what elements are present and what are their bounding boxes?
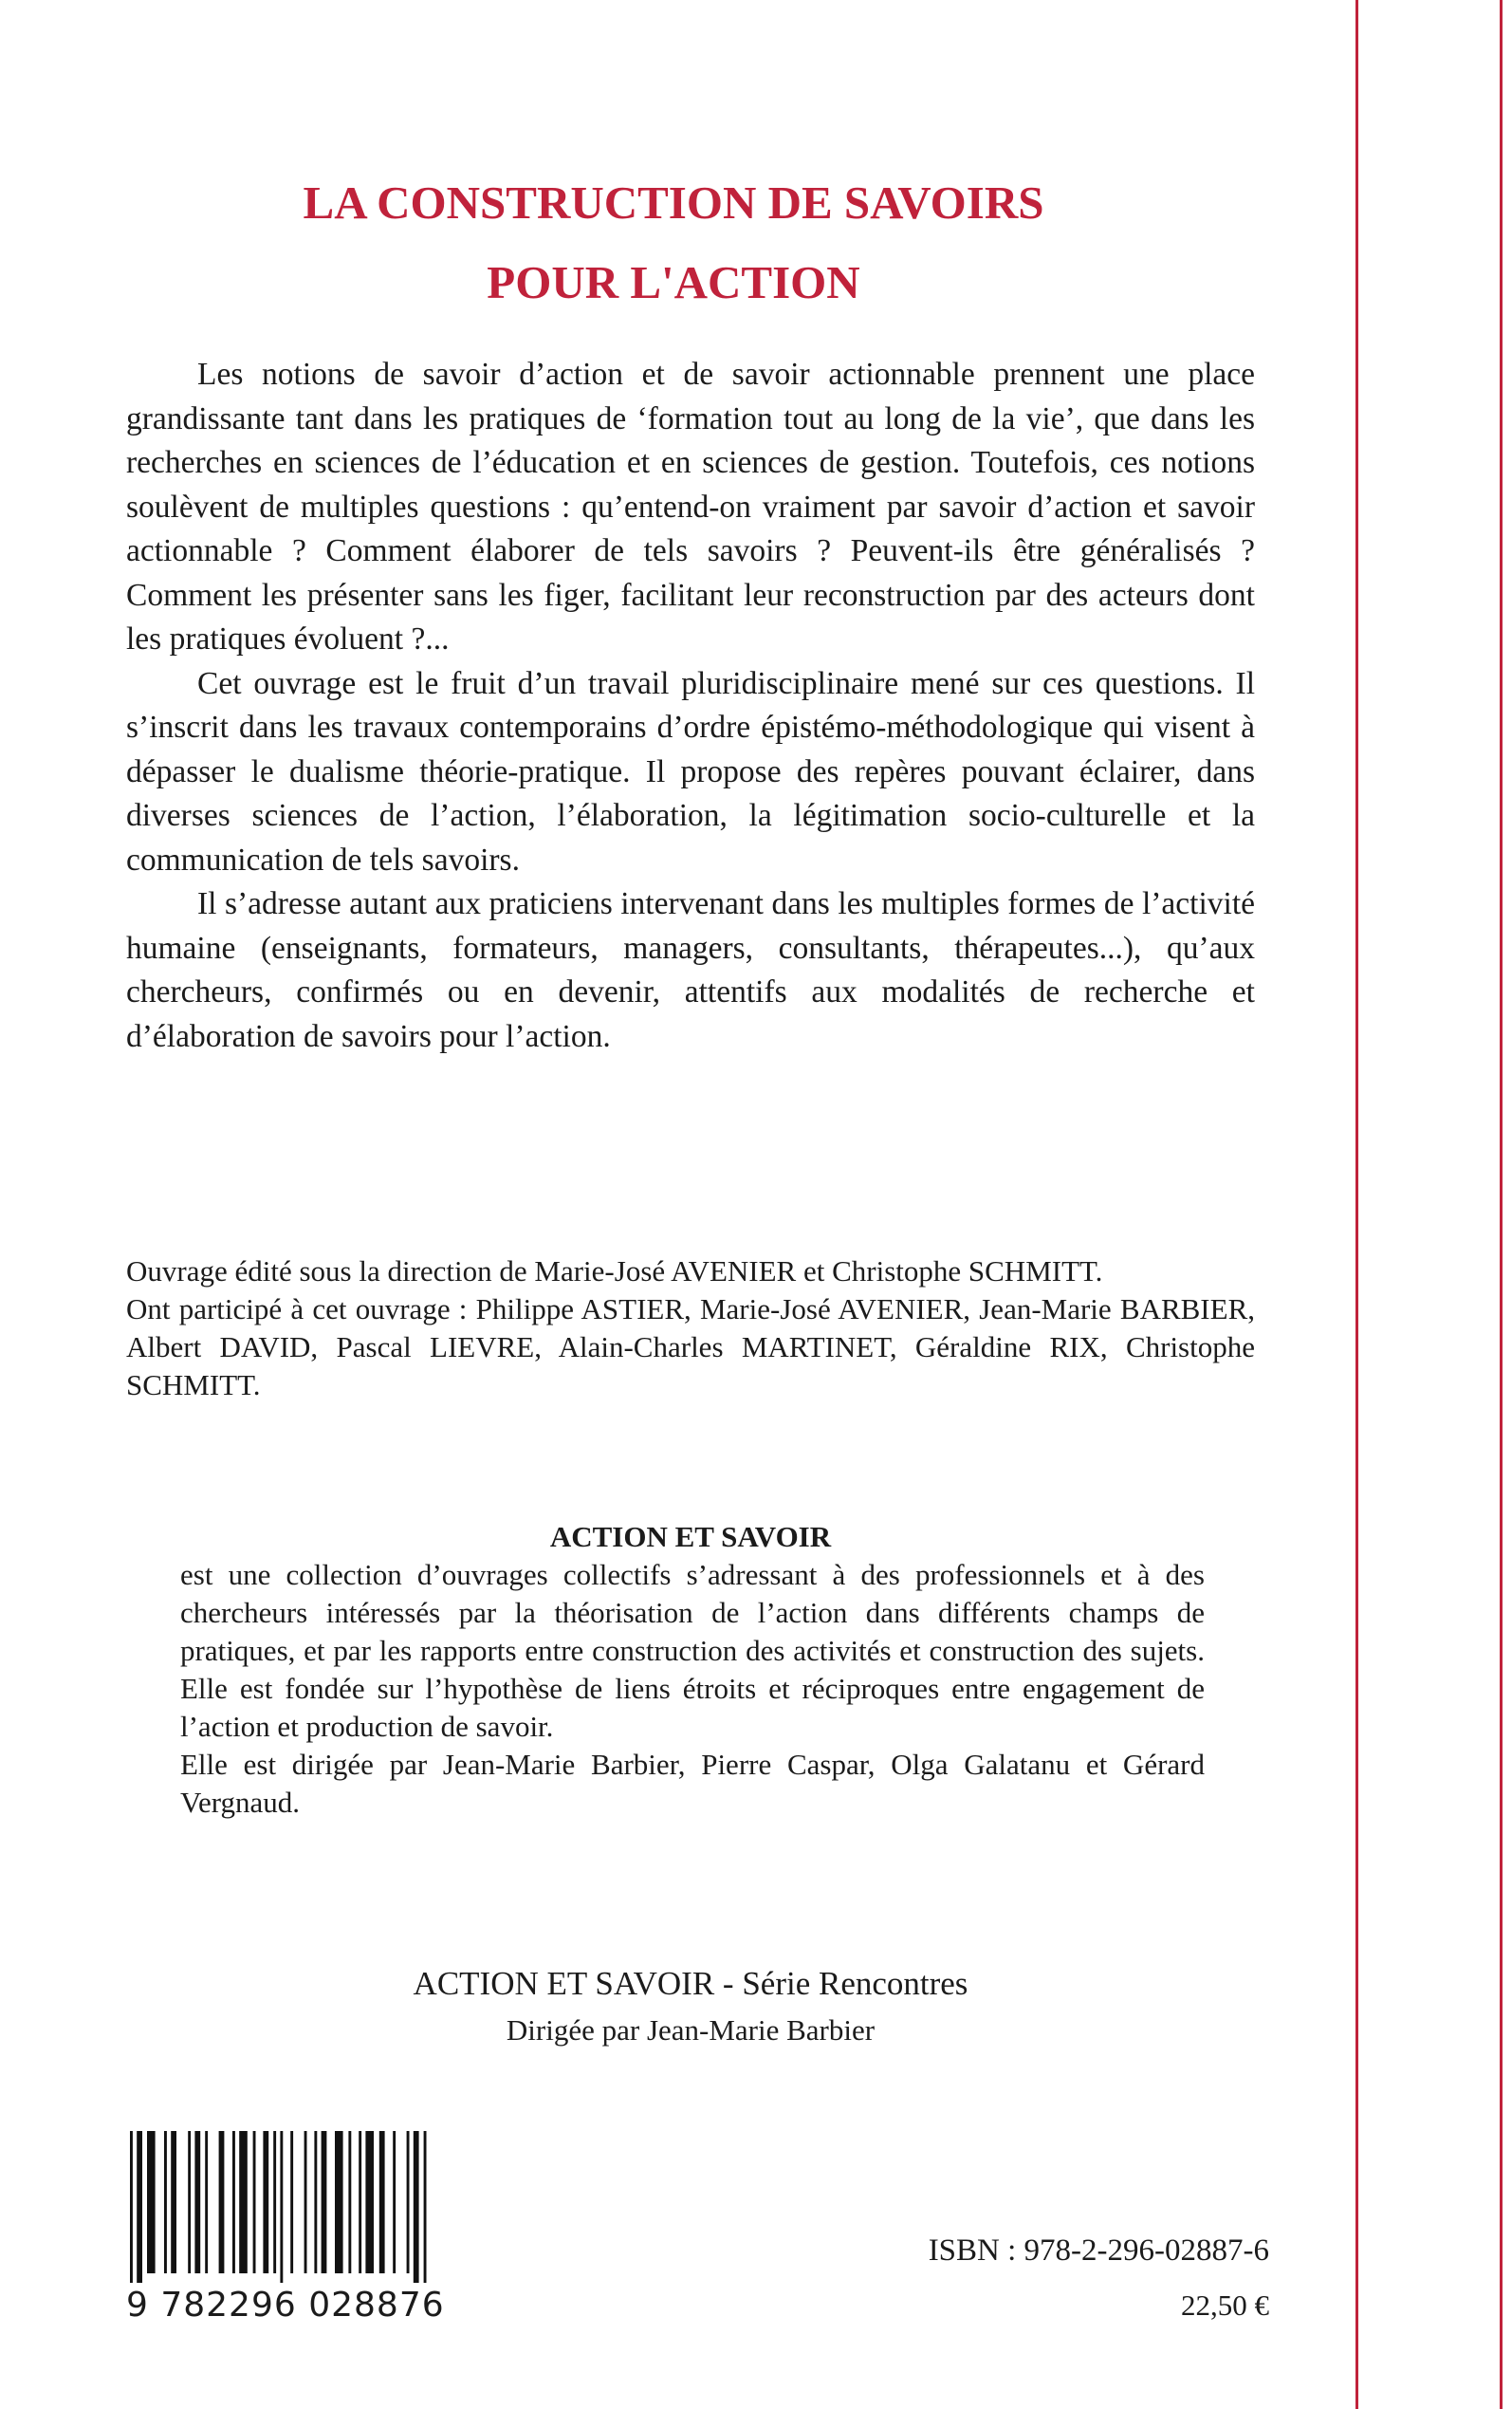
right-border-rule-outer: [1500, 0, 1503, 2409]
barcode-bar: [253, 2131, 256, 2273]
barcode-bar: [205, 2131, 208, 2273]
barcode-bar: [424, 2131, 427, 2283]
collection-description-block: [180, 1556, 1205, 1822]
book-title-line-1: LA CONSTRUCTION DE SAVOIRS: [303, 176, 1044, 229]
barcode-bar: [232, 2131, 235, 2273]
series-director: Dirigée par Jean-Marie Barbier: [506, 2013, 876, 2047]
collection-name: ACTION ET SAVOIR: [549, 1520, 832, 1553]
price: 22,50 €: [1181, 2289, 1269, 2322]
barcode-bar: [263, 2131, 268, 2273]
summary-paragraph-2: Cet ouvrage est le fruit d’un travail pluridisciplinaire mené sur ces questions. Il s’inscrit dans les travaux contemporains d’ordre épistémo-méthodologique qui visent à dépasser le dualisme théorie-pratique. Il propose des repères pouvant éclairer, dans diverses sciences de l’action, l’élaboration, la légitimation socio-culturelle et la communication de tels savoirs.: [126, 665, 1255, 878]
barcode-bar: [393, 2131, 396, 2273]
contributors-credit: Ont participé à cet ouvrage : Philippe ASTIER, Marie-José AVENIER, Jean-Marie BARBIER, Albert DAVID, Pascal LIEVRE, Alain-Charles MARTINET, Géraldine RIX, Christophe SCHMITT.: [126, 1292, 1255, 1401]
book-title-line-2: POUR L'ACTION: [487, 256, 860, 308]
barcode-digits: 9 782296 028876: [126, 2286, 445, 2325]
credits: [126, 1252, 1255, 1404]
barcode-bar: [304, 2131, 307, 2273]
barcode-bar: [414, 2131, 419, 2283]
right-border-rule-inner: [1355, 0, 1358, 2409]
series-name: ACTION ET SAVOIR - Série Rencontres: [413, 1965, 968, 2002]
barcode-bar: [239, 2131, 248, 2273]
barcode-bar: [164, 2131, 167, 2273]
isbn: ISBN : 978-2-296-02887-6: [928, 2233, 1269, 2268]
barcode-bar: [219, 2131, 225, 2273]
barcode-bar: [365, 2131, 374, 2273]
collection-description: est une collection d’ouvrages collectifs s’adressant à des professionnels et à des chercheurs intéressés par la théorisation de l’action dans différents champs de pratiques, et par les rapports entre construction des activités et construction des sujets. Elle est fondée sur l’hypothèse de liens étroits et réciproques entre engagement de l’action et production de savoir.: [180, 1558, 1205, 1743]
summary-paragraph-1: Les notions de savoir d’action et de savoir actionnable prennent une place grandissante tant dans les pratiques de ‘formation tout au long de la vie’, que dans les recherches en sciences de l’éducation et en sciences de gestion. Toutefois, ces notions soulèvent de multiples questions : qu’entend-on vraiment par savoir d’action et savoir actionnable ? Comment élaborer de tels savoirs ? Peuvent-ils être généralisés ? Comment les présenter sans les figer, facilitant leur reconstruction par des acteurs dont les pratiques évoluent ?...: [126, 357, 1255, 657]
summary-paragraph-3: Il s’adresse autant aux praticiens intervenant dans les multiples formes de l’activité humaine (enseignants, formateurs, managers, consultants, thérapeutes...), qu’aux chercheurs, confirmés ou en devenir, attentifs aux modalités de recherche et d’élaboration de savoirs pour l’action.: [126, 886, 1255, 1054]
barcode-bar: [273, 2131, 276, 2273]
barcode-bar: [335, 2131, 343, 2273]
barcode-bar: [322, 2131, 327, 2273]
barcode-bar: [147, 2131, 156, 2273]
barcode-bar: [130, 2131, 133, 2283]
barcode-bar: [280, 2131, 283, 2283]
summary: [126, 353, 1255, 1059]
barcode-bar: [379, 2131, 385, 2273]
barcode-bar: [171, 2131, 176, 2273]
barcode-bar: [407, 2131, 410, 2273]
barcode-bar: [290, 2131, 293, 2273]
book-title: [95, 163, 1252, 323]
barcode-bars-icon: [126, 2131, 544, 2283]
editors-credit: Ouvrage édité sous la direction de Marie-José AVENIER et Christophe SCHMITT.: [126, 1254, 1103, 1288]
barcode-bar: [137, 2131, 142, 2283]
barcode-bar: [314, 2131, 317, 2273]
barcode-bar: [194, 2131, 200, 2273]
barcode-bar: [359, 2131, 361, 2273]
barcode: [126, 2131, 544, 2283]
collection-directors: Elle est dirigée par Jean-Marie Barbier, Pierre Caspar, Olga Galatanu et Gérard Vergnaud.: [180, 1748, 1205, 1819]
barcode-bar: [188, 2131, 191, 2273]
barcode-bar: [348, 2131, 351, 2273]
